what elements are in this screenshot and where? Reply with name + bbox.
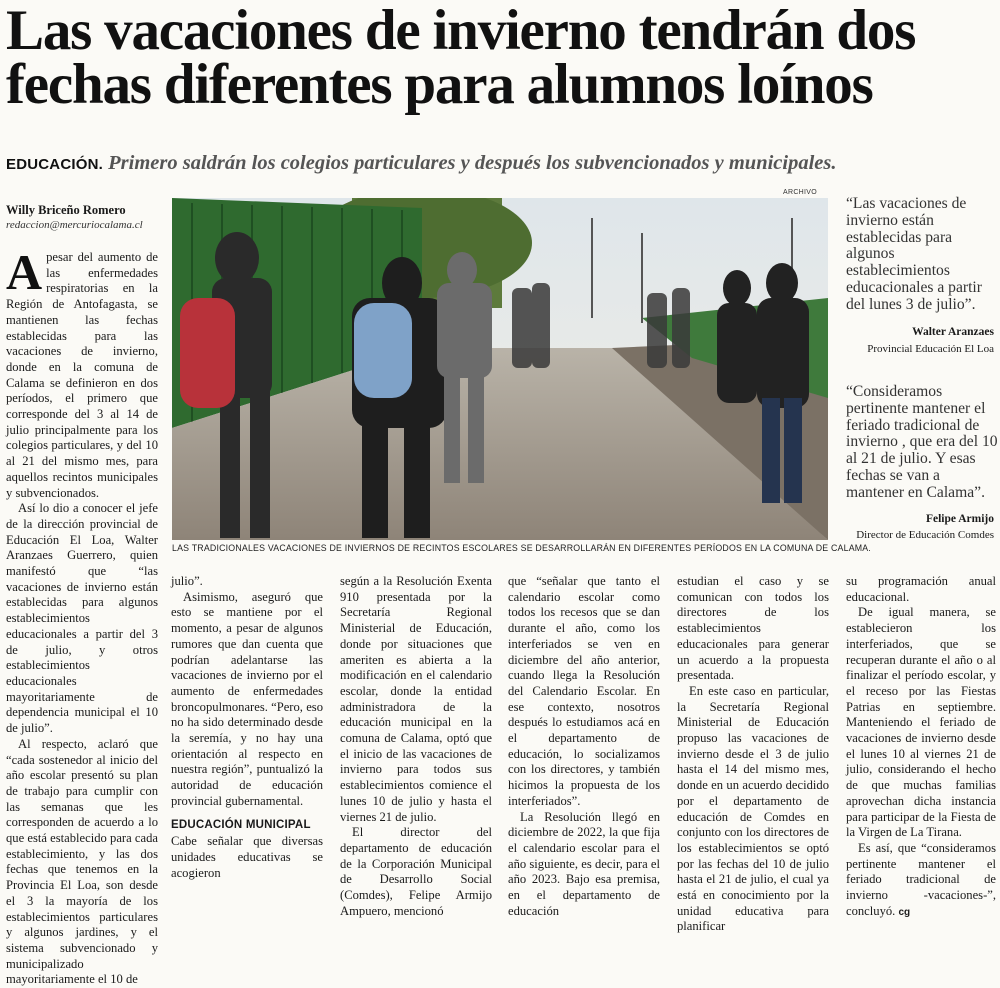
paragraph: De igual manera, se establecieron los interferiados, que se recuperan durante el año o al finalizar el período escolar, y el receso por las Fiestas Patrias en septiembre. Manteniendo el feriado de vacaciones de invierno desde el lunes 10 al viernes 21 de julio, considerando el hecho de que muchas familias aprovechan dicha instancia para participar de la Fiesta de la Virgen de La Tirana. xyxy=(846,605,996,840)
author-name: Willy Briceño Romero xyxy=(6,203,126,217)
quote-2-role: Director de Educación Comdes xyxy=(856,529,994,541)
article-column-5 xyxy=(677,574,829,935)
article-photo xyxy=(172,198,828,540)
paragraph: que “señalar que tanto el calendario escolar como todos los recesos que se dan durante el año, como los interferiados se ven en diciembre del año anterior, cuando llega la Resolución del Calendario Escolar. En ese contexto, nosotros después lo estudiamos acá en el departamento de educación, lo socializamos con los directores, y también hicimos la propuesta de los interferiados”. xyxy=(508,574,660,808)
quote-1-role: Provincial Educación El Loa xyxy=(867,343,994,355)
paragraph: según a la Resolución Exenta 910 presentada por la Secretaría Regional Ministerial de Educación, donde por situaciones que ameriten es abierta a la modificación en el calendario escolar, donde la entidad administradora de la educación municipal en la comuna de Calama, optó que el inicio de las vacaciones de invierno para todos sus establecimientos comience el lunes 10 de julio y hasta el viernes 21 de julio. xyxy=(340,574,492,824)
pull-quote-2: “Consideramos pertinente mantener el feriado tradicional de invierno , que era del 10 al 21 de julio. Y esas fechas se van a mantener en Calama”. xyxy=(846,383,998,501)
paragraph: Cabe señalar que diversas unidades educativas se acogieron xyxy=(171,834,323,880)
paragraph: Asimismo, aseguró que esto se mantiene por el momento, a pesar de algunos rumores que dan cuenta que podrían adelantarse las vacaciones de invierno por el aumento de enfermedades broncopulmonares. “Pero, eso no ha sido determinado desde la seremía, y no hay una orientación al respecto en nuestra región”, puntualizó la autoridad de educación provincial gubernamental. xyxy=(171,589,323,808)
paragraph: La Resolución llegó en diciembre de 2022, la que fija el calendario escolar para el año siguiente, es decir, para el año 2023. Bajo esa premisa, en el departamento de educación xyxy=(508,809,660,918)
article-column-1 xyxy=(6,244,158,988)
headline: Las vacaciones de invierno tendrán dos fechas diferentes para alumnos loínos xyxy=(6,0,916,116)
pull-quote-1: “Las vacaciones de invierno están establecidas para algunos establecimientos educacionales a partir del lunes 3 de julio”. xyxy=(846,195,982,313)
drop-cap: A xyxy=(6,244,43,300)
paragraph: En este caso en particular, la Secretaría Regional Ministerial de Educación propuso las vacaciones de invierno desde el 3 de julio hasta el 14 del mismo mes, donde en un acuerdo decidido por el departamento de educación de Comdes en conjunto con los directores de los establecimientos se optó por las fechas del 10 de julio hasta el 21 de julio, el cual ya está en conocimiento por la unidad educativa para planificar xyxy=(677,683,829,934)
end-mark: cg xyxy=(898,906,911,918)
byline xyxy=(6,203,166,232)
photo-credit: ARCHIVO xyxy=(783,189,817,196)
paragraph: estudian el caso y se comunican con todos los directores de los establecimientos educacionales para generar un acuerdo a la propuesta presentada. xyxy=(677,574,829,683)
blue-backpack xyxy=(354,303,412,398)
author-email: redaccion@mercuriocalama.cl xyxy=(6,219,143,231)
subheadline-row xyxy=(6,150,996,178)
paragraph-text: pesar del aumento de las enfermedades respiratorias en la Región de Antofagasta, se mantienen las fechas establecidas para las vacaciones de invierno, donde en la comuna de Calama se definieron en dos períodos, el primero que corresponde del 3 al 14 de julio principalmente para los colegios particulares, y del 10 al 21 del mismo mes, para aquellos recintos municipales y subvencionados. xyxy=(6,250,158,500)
article-column-3 xyxy=(340,574,492,919)
paragraph xyxy=(846,841,996,921)
paragraph: Así lo dio a conocer el jefe de la dirección provincial de Educación El Loa, Walter Aranzaes Guerrero, quien manifestó que “las vacaciones de invierno están establecidas para algunos establecimientos educacionales a partir del 3 de julio, y otros establecimientos educacionales mayoritariamente de dependencia municipal el 10 de julio”. xyxy=(6,501,158,736)
section-label: EDUCACIÓN. xyxy=(6,156,104,173)
article-column-2 xyxy=(171,574,323,881)
paragraph: Al respecto, aclaró que “cada sostenedor al inicio del año escolar presentó su plan de trabajo para cumplir con las semanas que les corresponden de acuerdo a lo que está establecido para cada establecimiento, y las dos fechas que tenemos en la Provincia El Loa, son desde el 3 la mayoría de los establecimientos particulares y algunos jardines, y el sistema subvencionado y municipalizado mayoritariamente el 10 de xyxy=(6,736,158,987)
students-walking-photo xyxy=(172,198,828,540)
quote-1-author: Walter Aranzaes xyxy=(912,326,994,338)
paragraph: julio”. xyxy=(171,574,203,588)
paragraph: su programación anual educacional. xyxy=(846,574,996,604)
section-heading: EDUCACIÓN MUNICIPAL xyxy=(171,818,311,831)
article-column-4 xyxy=(508,574,660,919)
subheadline: Primero saldrán los colegios particulares y después los subvencionados y municipales. xyxy=(108,152,837,174)
paragraph: El director del departamento de educación de la Corporación Municipal de Desarrollo Social (Comdes), Felipe Armijo Ampuero, mencionó xyxy=(340,825,492,918)
red-backpack xyxy=(180,298,235,408)
photo-caption: LAS TRADICIONALES VACACIONES DE INVIERNOS DE RECINTOS ESCOLARES SE DESARROLLARÁN EN DIFERENTES PERÍODOS EN LA COMUNA DE CALAMA. xyxy=(172,543,872,553)
paragraph xyxy=(6,244,158,501)
article-column-6 xyxy=(846,574,996,920)
paragraph-text: Es así, que “consideramos pertinente mantener el feriado tradicional de invierno -vacaciones-”, concluyó. xyxy=(846,840,996,918)
quote-2-author: Felipe Armijo xyxy=(925,513,994,525)
